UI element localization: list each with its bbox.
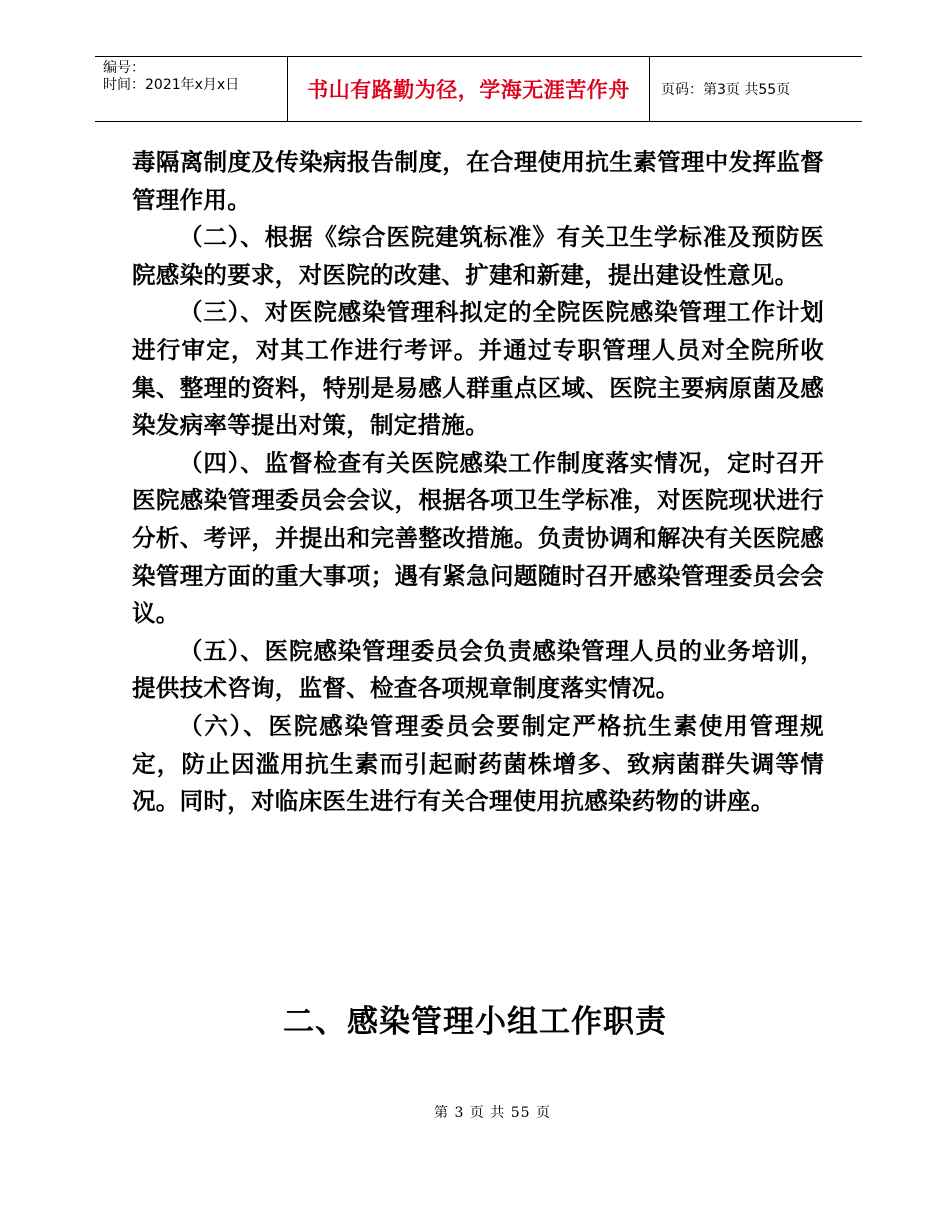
header-page-info: 页码：第3页 共55页 — [661, 82, 791, 98]
paragraph-item-2: （二）、根据《综合医院建筑标准》有关卫生学标准及预防医院感染的要求，对医院的改建、扩建和新建，提出建设性意见。 — [132, 223, 824, 289]
paragraph-item-3: （三）、对医院感染管理科拟定的全院医院感染管理工作计划进行审定，对其工作进行考评。并通过专职管理人员对全院所收集、整理的资料，特别是易感人群重点区域、医院主要病原菌及感染发病率等提出对策，制定措施。 — [132, 298, 824, 440]
page-footer: 第 3 页 共 55 页 — [434, 1105, 551, 1121]
document-number-label: 编号： — [103, 60, 145, 76]
page-header — [95, 56, 862, 122]
paragraph-item-5: （五）、医院感染管理委员会负责感染管理人员的业务培训，提供技术咨询，监督、检查各项规章制度落实情况。 — [132, 636, 824, 703]
paragraph-continued: 毒隔离制度及传染病报告制度，在合理使用抗生素管理中发挥监督管理作用。 — [132, 148, 824, 214]
paragraph-item-6: （六）、医院感染管理委员会要制定严格抗生素使用管理规定，防止因滥用抗生素而引起耐药菌株增多、致病菌群失调等情况。同时，对临床医生进行有关合理使用抗感染药物的讲座。 — [132, 711, 824, 816]
document-body — [132, 144, 824, 821]
header-meta-cell — [95, 57, 288, 121]
document-time-label: 时间：2021年x月x日 — [103, 77, 240, 93]
section-heading: 二、感染管理小组工作职责 — [283, 1004, 667, 1040]
paragraph-item-4: （四）、监督检查有关医院感染工作制度落实情况，定时召开医院感染管理委员会会议，根据各项卫生学标准，对医院现状进行分析、考评，并提出和完善整改措施。负责协调和解决有关医院感染管理方面的重大事项；遇有紧急问题随时召开感染管理委员会会议。 — [132, 448, 824, 628]
header-motto: 书山有路勤为径，学海无涯苦作舟 — [288, 57, 650, 121]
